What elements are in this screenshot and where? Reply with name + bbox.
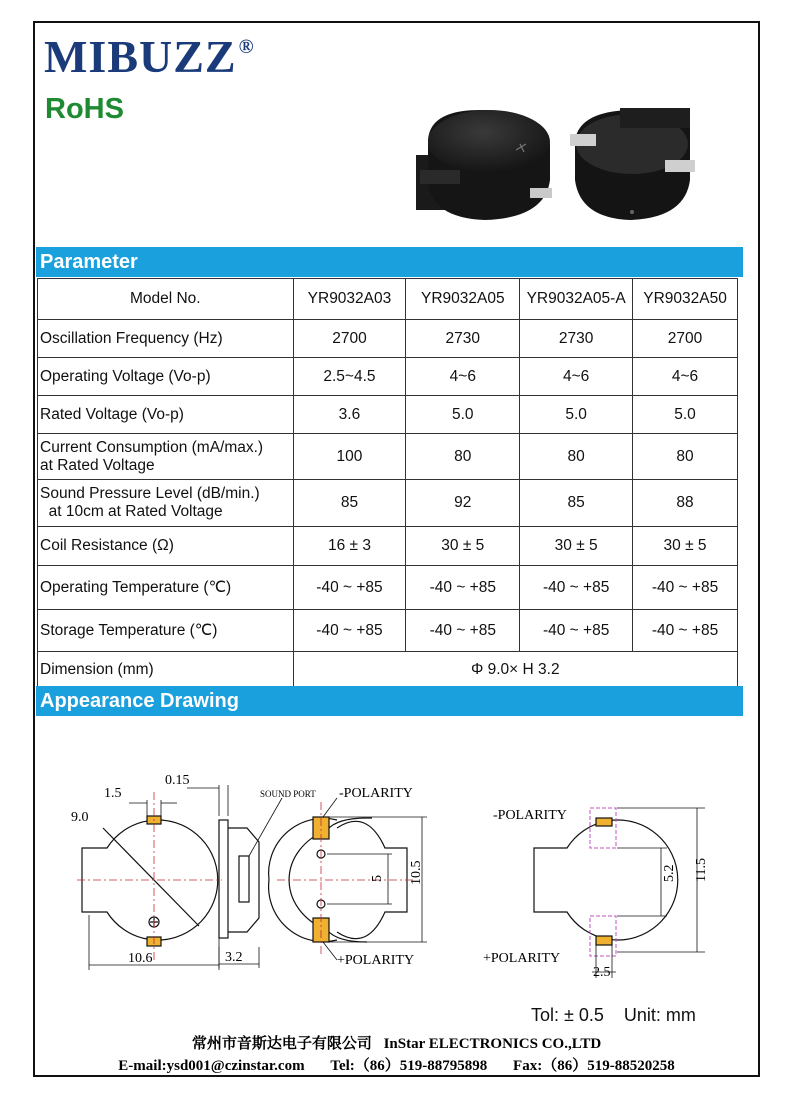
table-row xyxy=(38,396,738,434)
value-cell: 4~6 xyxy=(520,358,633,396)
value-cell: 5.0 xyxy=(520,396,633,434)
model-label: Model No. xyxy=(38,279,294,320)
value-cell: -40 ~ +85 xyxy=(293,610,406,652)
dim-10-5: 10.5 xyxy=(409,860,424,885)
front-view xyxy=(82,816,218,946)
pos-polarity-label-2: +POLARITY xyxy=(483,951,561,966)
value-cell: 100 xyxy=(293,434,406,480)
model-cell: YR9032A05 xyxy=(406,279,520,320)
rohs-label: RoHS xyxy=(45,93,124,125)
parameter-heading: Parameter xyxy=(36,247,743,277)
value-cell: 92 xyxy=(406,480,520,527)
value-cell: -40 ~ +85 xyxy=(520,566,633,610)
row-label: Storage Temperature (℃) xyxy=(38,610,294,652)
value-cell: 5.0 xyxy=(406,396,520,434)
value-cell: -40 ~ +85 xyxy=(406,610,520,652)
footprint-view xyxy=(534,818,678,945)
value-cell: 16 ± 3 xyxy=(293,527,406,566)
neg-polarity-label: -POLARITY xyxy=(339,786,413,801)
email: E-mail:ysd001@czinstar.com xyxy=(118,1058,305,1074)
dim-10-6: 10.6 xyxy=(128,951,153,966)
side-view xyxy=(219,820,259,938)
model-cell: YR9032A50 xyxy=(633,279,738,320)
row-label: Oscillation Frequency (Hz) xyxy=(38,320,294,358)
appearance-drawing xyxy=(37,720,737,980)
value-cell: 30 ± 5 xyxy=(520,527,633,566)
dim-3-2: 3.2 xyxy=(225,950,243,965)
row-label: Dimension (mm) xyxy=(38,652,294,689)
side-dims xyxy=(187,785,282,968)
value-cell: -40 ~ +85 xyxy=(293,566,406,610)
sound-port-label: SOUND PORT xyxy=(260,789,316,799)
dim-1-5: 1.5 xyxy=(104,786,122,801)
company-en: InStar ELECTRONICS CO.,LTD xyxy=(383,1036,602,1052)
table-row xyxy=(38,434,738,480)
table-row xyxy=(38,358,738,396)
dim-2-5: 2.5 xyxy=(593,965,611,980)
value-cell: 4~6 xyxy=(633,358,738,396)
dim-5-2: 5.2 xyxy=(662,864,677,882)
back-view xyxy=(269,817,407,942)
company-line xyxy=(0,1032,793,1053)
value-cell: 85 xyxy=(293,480,406,527)
value-cell: -40 ~ +85 xyxy=(520,610,633,652)
row-label: Sound Pressure Level (dB/min.) at 10cm at Rated Voltage xyxy=(38,480,294,527)
dim-11-5: 11.5 xyxy=(694,858,709,882)
footprint-dims xyxy=(592,808,705,978)
value-cell: 88 xyxy=(633,480,738,527)
value-cell: -40 ~ +85 xyxy=(633,566,738,610)
row-label: Operating Temperature (℃) xyxy=(38,566,294,610)
dim-9-0: 9.0 xyxy=(71,810,89,825)
value-cell: 3.6 xyxy=(293,396,406,434)
model-cell: YR9032A03 xyxy=(293,279,406,320)
row-label: Operating Voltage (Vo-p) xyxy=(38,358,294,396)
product-photo xyxy=(410,100,710,230)
neg-polarity-label-2: -POLARITY xyxy=(493,808,567,823)
table-row xyxy=(38,566,738,610)
value-cell: 2730 xyxy=(520,320,633,358)
value-cell: 30 ± 5 xyxy=(633,527,738,566)
value-cell: 2730 xyxy=(406,320,520,358)
brand-logo: MIBUZZ ® xyxy=(44,31,255,82)
dim-5: 5 xyxy=(370,875,385,882)
dimension-value: Φ 9.0× H 3.2 xyxy=(293,652,737,689)
pos-polarity-label: +POLARITY xyxy=(337,953,415,968)
table-row xyxy=(38,480,738,527)
tel: Tel:（86）519-88795898 xyxy=(330,1058,488,1074)
row-label: Current Consumption (mA/max.) at Rated Voltage xyxy=(38,434,294,480)
tolerance-note: Tol: ± 0.5 Unit: mm xyxy=(531,1005,696,1025)
dim-0-15: 0.15 xyxy=(165,773,190,788)
value-cell: 85 xyxy=(520,480,633,527)
value-cell: 30 ± 5 xyxy=(406,527,520,566)
table-row xyxy=(38,652,738,689)
value-cell: 2700 xyxy=(293,320,406,358)
value-cell: 80 xyxy=(406,434,520,480)
value-cell: -40 ~ +85 xyxy=(633,610,738,652)
value-cell: 2700 xyxy=(633,320,738,358)
value-cell: 5.0 xyxy=(633,396,738,434)
model-cell: YR9032A05-A xyxy=(520,279,633,320)
table-row xyxy=(38,610,738,652)
table-header-row xyxy=(38,279,738,320)
company-cn: 常州市音斯达电子有限公司 xyxy=(191,1036,372,1052)
contact-line xyxy=(0,1054,793,1075)
fax: Fax:（86）519-88520258 xyxy=(513,1058,675,1074)
value-cell: 80 xyxy=(520,434,633,480)
appearance-heading: Appearance Drawing xyxy=(36,686,743,716)
value-cell: 4~6 xyxy=(406,358,520,396)
row-label: Coil Resistance (Ω) xyxy=(38,527,294,566)
table-row xyxy=(38,320,738,358)
row-label: Rated Voltage (Vo-p) xyxy=(38,396,294,434)
parameter-table xyxy=(37,278,738,689)
value-cell: 80 xyxy=(633,434,738,480)
table-row xyxy=(38,527,738,566)
value-cell: -40 ~ +85 xyxy=(406,566,520,610)
value-cell: 2.5~4.5 xyxy=(293,358,406,396)
